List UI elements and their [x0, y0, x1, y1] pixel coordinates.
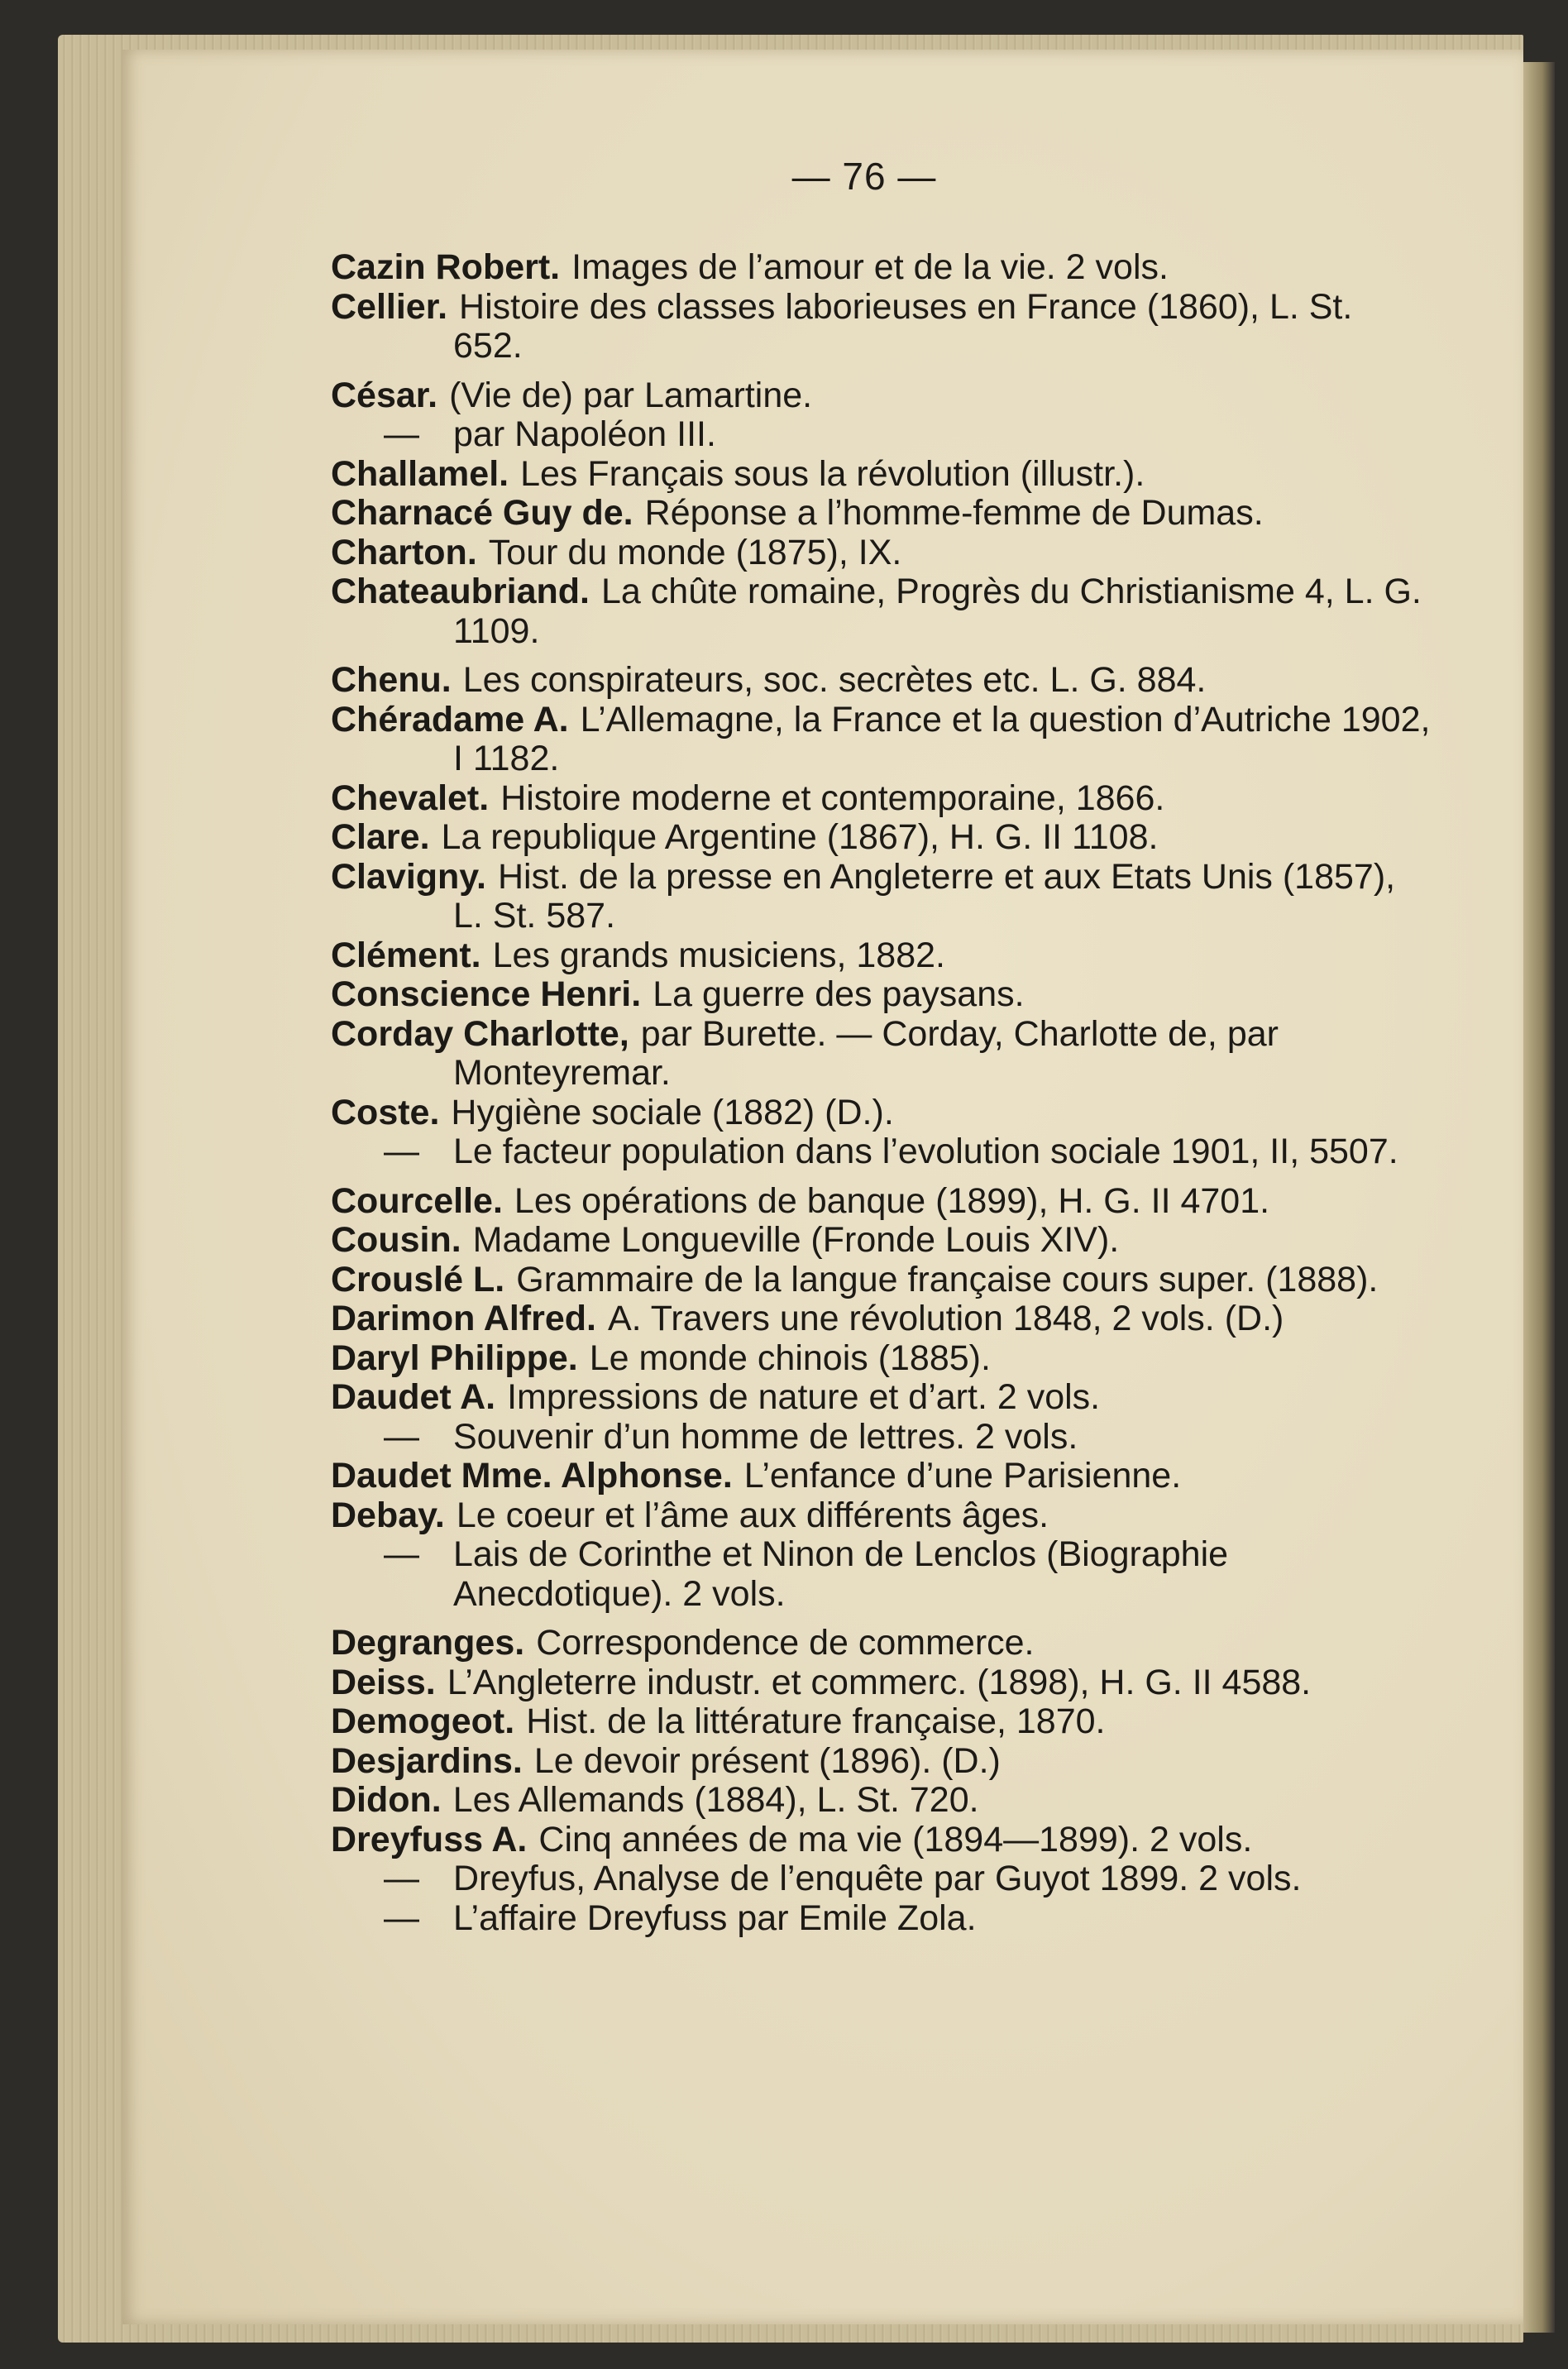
list-item: [331, 661, 1431, 701]
entry-text: A. Travers une révolution 1848, 2 vols. (D.): [607, 1299, 1284, 1338]
entry-text: Hist. de la littérature française, 1870.: [526, 1701, 1106, 1741]
list-item: [331, 1742, 1431, 1782]
list-item: [331, 1015, 1431, 1094]
entry-text: Le coeur et l’âme aux différents âges.: [456, 1495, 1049, 1535]
list-item: [331, 1496, 1431, 1536]
list-item: [331, 288, 1431, 366]
list-item: [331, 248, 1431, 288]
list-item: [331, 534, 1431, 573]
list-item: [331, 701, 1431, 779]
list-item: [331, 1702, 1431, 1742]
entry-head: Chéradame A.: [331, 699, 569, 739]
entry-head: Daudet A.: [331, 1377, 496, 1417]
entry-head: Cazin Robert.: [331, 247, 561, 287]
entry-text: L’enfance d’une Parisienne.: [743, 1456, 1182, 1496]
entry-head: Daryl Philippe.: [331, 1338, 578, 1378]
entry-text: L’Angleterre industr. et commerc. (1898), H. G. II 4588.: [447, 1662, 1312, 1702]
entry-head: Cousin.: [331, 1220, 461, 1260]
entry-text: Cinq années de ma vie (1894—1899). 2 vols.: [538, 1819, 1253, 1859]
list-item: [331, 1261, 1431, 1300]
entry-head: Debay.: [331, 1495, 445, 1535]
entry-text: Hist. de la presse en Angleterre et aux Etats Unis (1857), L. St. 587.: [453, 856, 1396, 936]
list-item: [331, 1624, 1431, 1663]
entry-dash: —: [384, 1898, 419, 1938]
list-item: [331, 975, 1431, 1015]
entry-head: Clare.: [331, 817, 430, 857]
list-item: [331, 1299, 1431, 1339]
entry-head: Degranges.: [331, 1623, 525, 1663]
entry-text: Les conspirateurs, soc. secrètes etc. L. G. 884.: [462, 660, 1207, 700]
list-item: [331, 1182, 1431, 1222]
entry-text: par Burette. — Corday, Charlotte de, par Monteyremar.: [453, 1013, 1279, 1093]
entry-head: Deiss.: [331, 1662, 436, 1702]
entry-head: Dreyfuss A.: [331, 1819, 528, 1859]
entry-head: Conscience Henri.: [331, 974, 642, 1014]
list-item: [331, 1663, 1431, 1703]
entry-head: Cellier.: [331, 286, 448, 327]
entry-dash: —: [384, 1132, 419, 1171]
entry-head: Charnacé Guy de.: [331, 493, 633, 533]
entry-head: Crouslé L.: [331, 1259, 505, 1299]
list-item: [331, 1859, 1431, 1899]
list-item: [331, 1132, 1431, 1172]
list-item: [331, 818, 1431, 858]
list-item: [331, 1781, 1431, 1821]
entry-head: Clavigny.: [331, 856, 486, 897]
list-item: [331, 1221, 1431, 1261]
entry-text: Les opérations de banque (1899), H. G. II 4701.: [514, 1180, 1270, 1221]
list-item: [331, 1378, 1431, 1418]
entry-head: Chateaubriand.: [331, 572, 590, 611]
entry-text: Le monde chinois (1885).: [589, 1338, 991, 1378]
list-item: [331, 1418, 1431, 1457]
entry-text: L’affaire Dreyfuss par Emile Zola.: [453, 1898, 977, 1938]
entry-text: Hygiène sociale (1882) (D.).: [451, 1092, 894, 1132]
entry-text: Histoire des classes laborieuses en France (1860), L. St. 652.: [453, 286, 1353, 366]
entry-head: Coste.: [331, 1092, 440, 1132]
entry-text: Réponse a l’homme-femme de Dumas.: [644, 493, 1264, 533]
entry-text: Le devoir présent (1896). (D.): [533, 1740, 1001, 1781]
entry-text: Images de l’amour et de la vie. 2 vols.: [571, 247, 1169, 287]
entry-dash: —: [384, 1416, 419, 1457]
entry-head: Courcelle.: [331, 1180, 503, 1221]
page-number: — 76 —: [791, 155, 937, 198]
entry-text: La guerre des paysans.: [653, 974, 1025, 1014]
entry-dash: —: [384, 1859, 419, 1898]
entry-text: Madame Longueville (Fronde Louis XIV).: [472, 1220, 1120, 1260]
entry-text: Dreyfus, Analyse de l’enquête par Guyot 1899. 2 vols.: [453, 1859, 1302, 1898]
entry-text: Les Français sous la révolution (illustr.).: [520, 453, 1145, 494]
entry-text: La republique Argentine (1867), H. G. II 1108.: [441, 817, 1159, 857]
entry-head: Daudet Mme. Alphonse.: [331, 1456, 733, 1496]
list-item: [331, 455, 1431, 495]
list-item: [331, 1339, 1431, 1379]
entry-text: Histoire moderne et contemporaine, 1866.: [500, 778, 1165, 818]
entry-text: Lais de Corinthe et Ninon de Lenclos (Biographie Anecdotique). 2 vols.: [453, 1534, 1229, 1614]
entry-text: Tour du monde (1875), IX.: [488, 532, 902, 572]
entry-text: par Napoléon III.: [453, 414, 716, 454]
list-item: [331, 1457, 1431, 1496]
entry-text: Le facteur population dans l’evolution sociale 1901, II, 5507.: [453, 1132, 1398, 1171]
list-item: [331, 1821, 1431, 1860]
list-item: [331, 415, 1431, 455]
entry-text: L’Allemagne, la France et la question d’Autriche 1902, I 1182.: [453, 699, 1431, 778]
entry-text: Les grands musiciens, 1882.: [492, 935, 945, 975]
list-item: [331, 494, 1431, 534]
entry-head: Darimon Alfred.: [331, 1299, 596, 1338]
entry-text: (Vie de) par Lamartine.: [449, 375, 813, 415]
entry-text: Les Allemands (1884), L. St. 720.: [452, 1780, 979, 1820]
entry-head: Chevalet.: [331, 778, 490, 818]
entry-head: Clément.: [331, 935, 481, 975]
list-item: [331, 1899, 1431, 1939]
entry-text: Souvenir d’un homme de lettres. 2 vols.: [453, 1416, 1078, 1457]
binding-edge: [1523, 62, 1555, 2333]
list-item: [331, 858, 1431, 936]
entry-head: Corday Charlotte,: [331, 1013, 629, 1054]
entry-head: Challamel.: [331, 453, 509, 494]
entry-head: Desjardins.: [331, 1740, 523, 1781]
entry-head: Demogeot.: [331, 1701, 515, 1741]
entry-text: Impressions de nature et d’art. 2 vols.: [507, 1377, 1101, 1417]
entry-head: Charton.: [331, 532, 477, 572]
list-item: [331, 376, 1431, 416]
list-item: [331, 1535, 1431, 1614]
list-item: [331, 572, 1431, 651]
entry-head: Chenu.: [331, 660, 452, 700]
entry-dash: —: [384, 1534, 419, 1574]
list-item: [331, 779, 1431, 819]
entry-head: Didon.: [331, 1780, 442, 1820]
entry-list: [331, 248, 1431, 1938]
entry-text: La chûte romaine, Progrès du Christianisme 4, L. G. 1109.: [453, 572, 1422, 651]
entry-head: César.: [331, 375, 438, 415]
entry-dash: —: [384, 414, 419, 454]
list-item: [331, 936, 1431, 976]
entry-text: Grammaire de la langue française cours super. (1888).: [516, 1259, 1379, 1299]
list-item: [331, 1094, 1431, 1133]
entry-text: Correspondence de commerce.: [536, 1623, 1035, 1663]
